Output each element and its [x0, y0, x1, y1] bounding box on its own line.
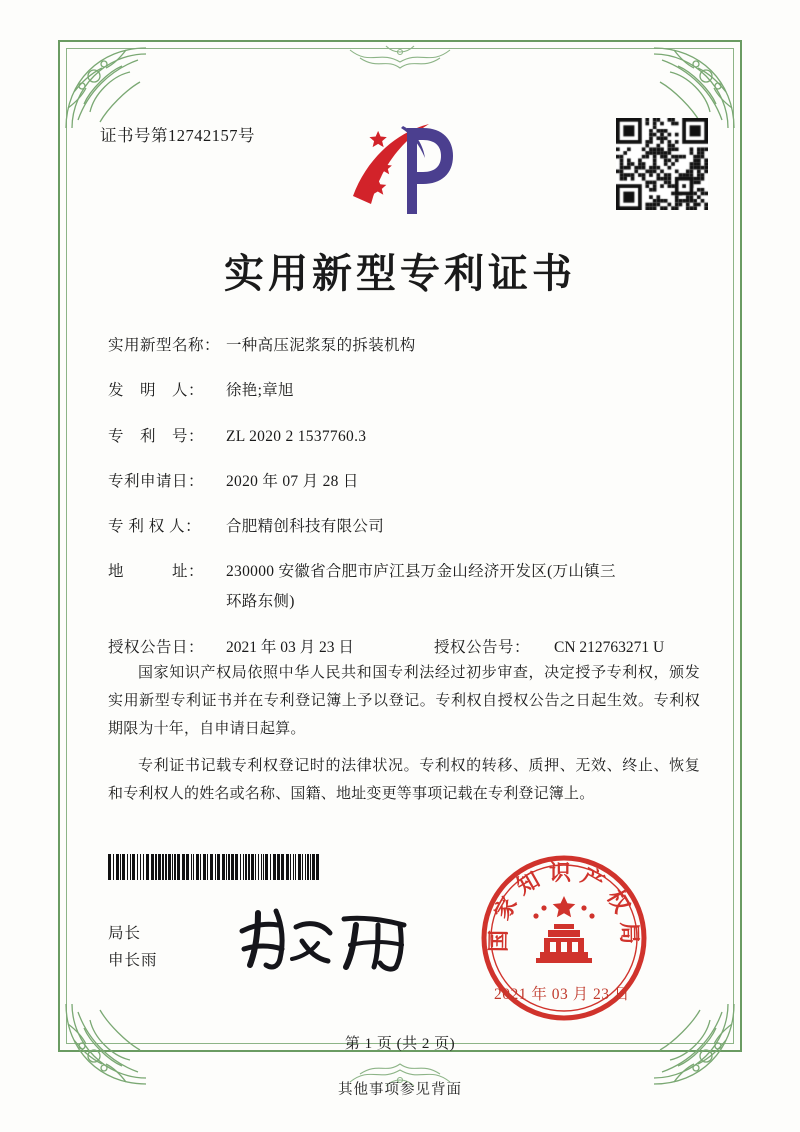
qr-code-icon: [616, 118, 708, 210]
field-row-application-date: [108, 470, 708, 495]
signature-title: 局长: [108, 925, 142, 942]
field-label: 专 利 权 人：: [108, 518, 202, 536]
announcement-number-value: CN 212763271 U: [554, 638, 665, 656]
address-line-1: 230000 安徽省合肥市庐江县万金山经济开发区(万山镇三: [226, 563, 616, 581]
field-label: 专利申请日：: [108, 472, 205, 490]
svg-text:国家知识产权局: 国家知识产权局: [485, 859, 643, 953]
announcement-date-value: 2021 年 03 月 23 日: [226, 638, 354, 656]
certificate-number: 证书号第12742157号: [100, 126, 255, 145]
address-line-2: 环路东侧): [226, 593, 295, 611]
field-row-announcement: [108, 636, 708, 661]
field-value: 一种高压泥浆泵的拆装机构: [226, 337, 416, 354]
paragraph-1: 国家知识产权局依照中华人民共和国专利法经过初步审查，决定授予专利权，颁发实用新型专利证书并在专利登记簿上予以登记。专利权自授权公告之日起生效。专利权期限为十年，自申请日起算。: [108, 665, 700, 737]
signature-name: 申长雨: [108, 952, 158, 970]
handwritten-signature: [232, 905, 422, 975]
field-row-address: [108, 560, 708, 615]
field-label: 专 利 号：: [108, 427, 205, 445]
field-value: 合肥精创科技有限公司: [226, 518, 385, 536]
field-value: ZL 2020 2 1537760.3: [226, 427, 367, 445]
field-value: [226, 560, 708, 615]
footnote: 其他事项参见背面: [338, 1082, 462, 1098]
field-label: 发 明 人：: [108, 382, 205, 400]
seal-date: 2021 年 03 月 23 日: [494, 986, 630, 1003]
field-value: 2020 年 07 月 28 日: [226, 472, 359, 490]
paragraph-2: 专利证书记载专利权登记时的法律状况。专利权的转移、质押、无效、终止、恢复和专利权人的姓名或名称、国籍、地址变更等事项记载在专利登记簿上。: [108, 758, 700, 802]
field-label: 地 址：: [108, 563, 205, 581]
field-value: 徐艳;章旭: [226, 382, 294, 400]
announcement-number-label: 授权公告号：: [434, 638, 531, 656]
field-row-name: [108, 334, 708, 359]
field-label: 实用新型名称：: [108, 337, 221, 354]
signature-block: [108, 920, 158, 974]
field-row-patentee: [108, 515, 708, 540]
field-row-inventor: [108, 379, 708, 404]
barcode-icon: [108, 854, 320, 880]
patent-office-logo-icon: [345, 118, 465, 226]
page-number: 第 1 页 (共 2 页): [344, 1036, 456, 1052]
page-title: 实用新型专利证书: [224, 250, 576, 297]
field-row-patent-number: [108, 425, 708, 450]
field-list: [108, 334, 708, 666]
legal-text: [108, 660, 700, 819]
announcement-date-label: 授权公告日：: [108, 638, 205, 656]
